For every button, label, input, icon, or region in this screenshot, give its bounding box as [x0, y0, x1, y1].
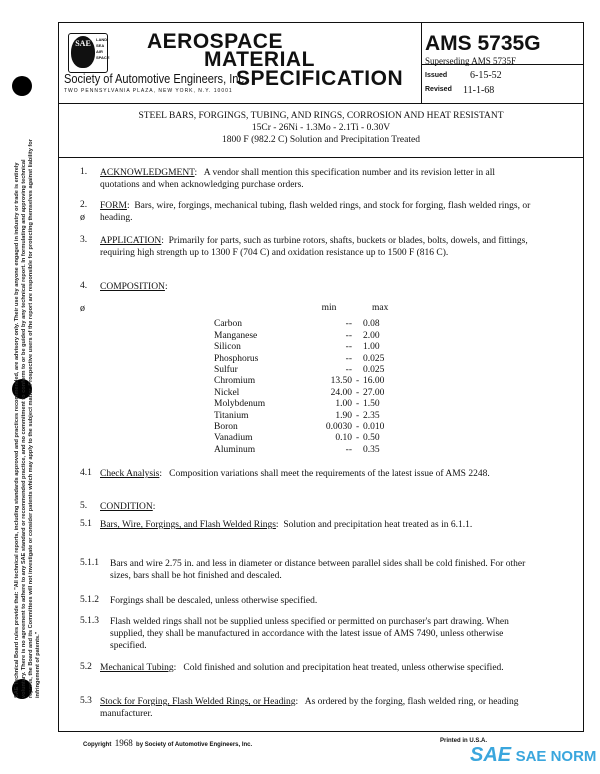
composition-min: -- — [345, 444, 352, 455]
spec-title: STEEL BARS, FORGINGS, TUBING, AND RINGS, CORROSION AND HEAT RESISTANT — [138, 111, 504, 121]
composition-row — [214, 422, 474, 433]
composition-min: 1.00 — [335, 399, 352, 410]
composition-dash: - — [356, 376, 360, 387]
composition-max: 16.00 — [363, 376, 385, 387]
composition-element: Carbon — [214, 319, 242, 330]
composition-min: -- — [345, 330, 352, 341]
composition-row — [214, 365, 474, 376]
composition-element: Chromium — [214, 376, 256, 387]
composition-dash: - — [356, 399, 360, 410]
composition-row — [214, 433, 474, 444]
composition-max: 0.08 — [363, 319, 380, 330]
composition-row — [214, 445, 474, 456]
section-number: 5.1 — [80, 519, 92, 529]
composition-table — [214, 303, 474, 456]
composition-min: 13.50 — [330, 376, 352, 387]
composition-element: Silicon — [214, 342, 241, 353]
section-number: 4.1 — [80, 468, 92, 478]
column-header-min: min — [321, 303, 337, 313]
header-title-aerospace: AEROSPACE — [147, 30, 283, 53]
composition-element: Vanadium — [214, 433, 253, 444]
composition-min: -- — [345, 319, 352, 330]
copyright: Copyright 1968 by Society of Automotive Engineers, Inc. — [83, 738, 253, 748]
composition-row — [214, 376, 474, 387]
sae-logo: SAE LAND SEA AIR SPACE — [68, 33, 108, 73]
revised-date: 11-1-68 — [463, 85, 495, 96]
composition-min: 0.0030 — [325, 421, 352, 432]
section-form: FORM: Bars, wire, forgings, mechanical tubing, flash welded rings, and stock for forging, flash welded rings, or heading. — [100, 201, 531, 223]
divider — [58, 103, 584, 104]
composition-element: Sulfur — [214, 364, 238, 375]
composition-element: Titanium — [214, 410, 249, 421]
composition-element: Aluminum — [214, 444, 256, 455]
composition-max: 0.50 — [363, 433, 380, 444]
revised-label: Revised — [425, 86, 452, 93]
section-number: 1. — [80, 167, 88, 177]
section-number: 5.1.3 — [80, 616, 99, 626]
section-check-analysis: Check Analysis: Composition variations shall meet the requirements of the latest issue of AMS 2248. — [100, 469, 490, 479]
composition-max: 0.025 — [363, 364, 385, 375]
composition-max: 27.00 — [363, 387, 385, 398]
composition-dash: - — [356, 433, 360, 444]
composition-min: -- — [345, 364, 352, 375]
composition-max: 1.50 — [363, 399, 380, 410]
section-condition: CONDITION: — [100, 502, 156, 512]
composition-dash: - — [356, 410, 360, 421]
composition-row — [214, 342, 474, 353]
issued-label: Issued — [425, 72, 448, 79]
composition-row — [214, 411, 474, 422]
section-number: 5. — [80, 501, 88, 511]
punch-hole — [12, 76, 32, 96]
composition-min: -- — [345, 353, 352, 364]
composition-dash: - — [356, 421, 360, 432]
composition-dash: - — [356, 387, 360, 398]
spec-number: AMS 5735G — [425, 32, 541, 55]
section-5-1-1: Bars and wire 2.75 in. and less in diameter or distance between parallel sides shall be cold finished. For other sizes, bars shall be hot finished and descaled. — [110, 559, 526, 581]
composition-min: -- — [345, 342, 352, 353]
organization-address: TWO PENNSYLVANIA PLAZA, NEW YORK, N.Y. 10001 — [64, 88, 233, 94]
section-number: 3. — [80, 235, 88, 245]
composition-element: Boron — [214, 421, 238, 432]
section-number: 5.3 — [80, 696, 92, 706]
composition-row — [214, 388, 474, 399]
composition-element: Molybdenum — [214, 399, 266, 410]
composition-element: Manganese — [214, 330, 258, 341]
composition-max: 0.35 — [363, 444, 380, 455]
superseding-note: Superseding AMS 5735F — [425, 56, 517, 66]
section-bars-wire: Bars, Wire, Forgings, and Flash Welded Rings: Solution and precipitation heat treated as in 6.1.1. — [100, 520, 473, 530]
disclaimer-text: SAE Technical Board rules provide that: "All technical reports, including standards approved and practices recommended, are advisory only. Their use by anyone engaged in industry or trade is entirely voluntary. There is no agreement to adhere to any SAE standard or recommended practice, and no commitment to conform to or be guided by any technical report. In formulating and approving technical reports, the Board and its Committees will not investigate or consider patents which may apply to the subject matter. Prospective users of the report are responsible for protecting themselves against liability for infringement of patents." — [14, 139, 41, 698]
header-title-specification: SPECIFICATION — [236, 67, 404, 90]
composition-max: 2.00 — [363, 330, 380, 341]
section-5-1-3: Flash welded rings shall not be supplied unless specified or permitted on purchaser's part drawing. When supplied, they shall be manufactured in accordance with the latest issue of AMS 7490, unless otherwise specified. — [110, 617, 509, 651]
section-application: APPLICATION: Primarily for parts, such as turbine rotors, shafts, buckets or blades, bolts, dowels, and fittings, requiring high strength up to 1300 F (704 C) and oxidation resistance up to 1500 F (816 C). — [100, 236, 528, 258]
composition-min: 1.90 — [335, 410, 352, 421]
composition-row — [214, 331, 474, 342]
header-title-material: MATERIAL — [204, 48, 315, 71]
composition-max: 0.025 — [363, 353, 385, 364]
section-composition: COMPOSITION: — [100, 282, 168, 292]
composition-min: 0.10 — [335, 433, 352, 444]
section-5-1-2: Forgings shall be descaled, unless otherwise specified. — [110, 596, 318, 606]
section-number: 2. — [80, 200, 88, 210]
sae-norm-watermark: SAE SAE NORM — [470, 744, 597, 766]
organization-name: Society of Automotive Engineers, Inc. — [64, 71, 248, 86]
composition-element: Nickel — [214, 387, 240, 398]
composition-row — [214, 354, 474, 365]
section-number: 5.2 — [80, 662, 92, 672]
section-number: 5.1.2 — [80, 595, 99, 605]
composition-row — [214, 319, 474, 330]
printed-in: Printed in U.S.A. — [440, 738, 488, 744]
divider — [421, 22, 422, 104]
spec-subtitle-treatment: 1800 F (982.2 C) Solution and Precipitation Treated — [222, 135, 420, 145]
section-number: 5.1.1 — [80, 558, 99, 568]
section-mechanical-tubing: Mechanical Tubing: Cold finished and solution and precipitation heat treated, unless otherwise specified. — [100, 663, 504, 673]
change-mark: ø — [80, 303, 85, 314]
issued-date: 6-15-52 — [470, 70, 502, 81]
section-stock: Stock for Forging, Flash Welded Rings, or Heading: As ordered by the forging, flash welded ring, or heading manufacturer. — [100, 697, 519, 719]
composition-element: Phosphorus — [214, 353, 259, 364]
composition-max: 1.00 — [363, 342, 380, 353]
divider — [58, 157, 584, 158]
composition-min: 24.00 — [330, 387, 352, 398]
composition-max: 2.35 — [363, 410, 380, 421]
change-mark: ø — [80, 212, 85, 223]
composition-max: 0.010 — [363, 421, 385, 432]
section-acknowledgment: ACKNOWLEDGMENT: A vendor shall mention this specification number and its revision letter in all quotations and when acknowledging purchase orders. — [100, 168, 496, 190]
section-number: 4. — [80, 281, 88, 291]
spec-subtitle-composition: 15Cr - 26Ni - 1.3Mo - 2.1Ti - 0.30V — [251, 123, 391, 133]
column-header-max: max — [372, 303, 389, 313]
composition-row — [214, 399, 474, 410]
